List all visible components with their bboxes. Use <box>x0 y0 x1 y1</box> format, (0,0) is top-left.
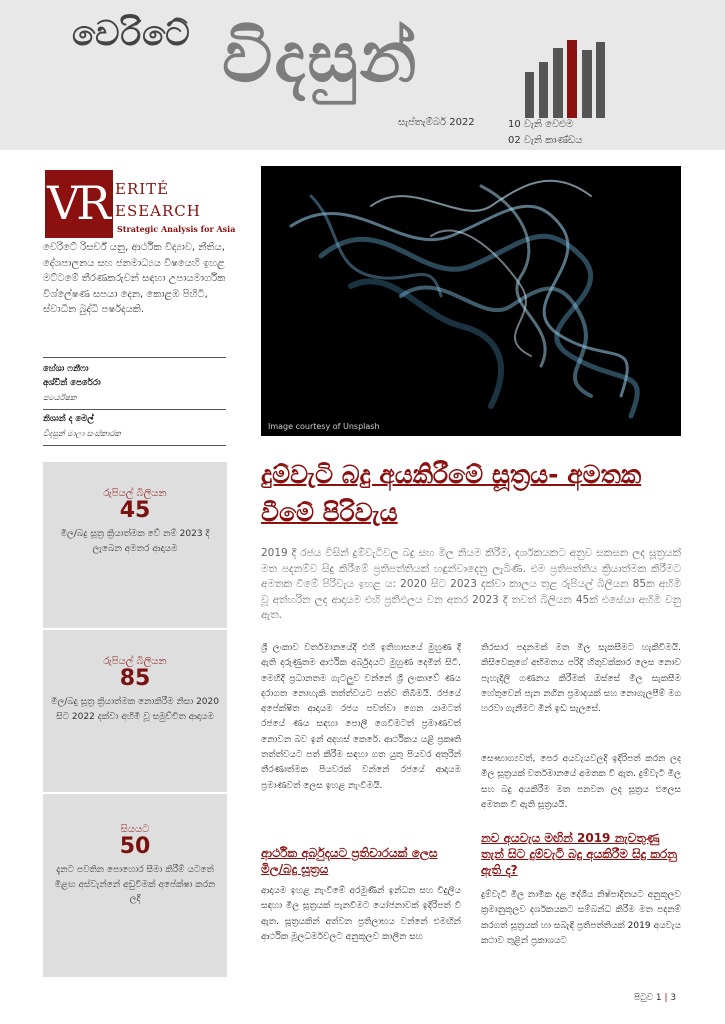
body-paragraph: සෞභාග්‍යවත්, පෙර අයවැයවලදී ඉදිරිපත් කරන ලද මිල සූත්‍රයක් වර්තමානයේ අමතක වී ඇත. දුම්වැටි මිල සහ බදු අයකිරීම මත පනවන ලද සූත්‍රය එලෙස අමතක වී ඇති සූත්‍රයයි. <box>481 754 681 810</box>
editor-name: නිශාන් ද මෙල් <box>43 414 94 424</box>
stat-box <box>43 630 227 792</box>
cover-image-smoke <box>261 166 681 436</box>
logo-line-1: ERITÉ <box>115 180 170 198</box>
stat-label: රුපියල් බිලියන <box>103 656 167 667</box>
verite-research-logo <box>45 170 240 238</box>
volume-number: 10 වැනි වෙළුම <box>508 119 574 130</box>
author-name: හේශා ෆනීෆා <box>43 364 89 374</box>
divider <box>43 357 226 358</box>
stat-description: මිල/බදු සූත්‍ර ක්‍රියාත්මක නොකිරීම නිසා 2020 සිට 2022 දක්වා අහිමි වූ සමුච්චිත ආදායම <box>51 697 219 722</box>
divider <box>43 409 226 410</box>
brand-name-large: විදසුන් <box>222 16 419 98</box>
body-paragraph: ආදායම ඉහළ නැංවීමේ අරමුණින් ඉන්ධන සහ විදුලිය සඳහා මිල සූත්‍රයක් පැනවීමට යෝජනාවක් ඉදිරිපත් වී ඇත. සූත්‍රයකින් අත්වන ප්‍රතිලාභය වන්නේ එමඟින් ආර්ථික මූලධර්මවලට අනුකූලව කාලීන සහ <box>261 886 461 942</box>
stat-description: දැනට පවතින පොහොර සීමා කිරීම් යටතේ මිළඟ අස්වැන්නේ අඩුවීමක් අපේක්ෂා කරන ලදී <box>54 865 216 905</box>
page-label: පිටුව 1 <box>634 993 662 1003</box>
editor-role: විදසුන් මාලා සංස්කාරක <box>43 429 121 438</box>
stat-label: සියයට <box>120 824 150 835</box>
section-heading: ආර්ථික අර්බුදයට ප්‍රතිචාරයක් ලෙස මිල/බදු සූත්‍රය <box>261 846 438 876</box>
author-role: පර්යේෂක <box>43 393 77 402</box>
section-heading: නව අයවැය මඟින් 2019 නැවතුණු තැන් සිට දුම්වැටි බදු අයකිරීම සිදු කරනු ඇති ද? <box>481 831 677 877</box>
body-paragraph: දුම්වැටි මිල නාමික දළ දේශීය නිෂ්පාදිතයට අනුකූලව ක්‍රමානුකූලව දර්ශකයකට සම්බන්ධ කිරීම මත පදනම් කරගත් සූත්‍රයක් හා සබැඳි ප්‍රතිපත්තියක් 2019 අයවැය කථාව තුළින් ප්‍රකාශයට <box>481 890 681 946</box>
publication-date: සැප්තැම්බර් 2022 <box>398 117 475 128</box>
stat-description: මිල/බදු සූත්‍ර ක්‍රියාත්මක වේ නම් 2023 දී ලැබෙන අමතර ආදායම <box>60 529 210 554</box>
logo-initials: VR <box>47 176 107 230</box>
issue-number: 02 වැනි කාණ්ඩය <box>508 135 583 146</box>
article-headline: දුම්වැටි බදු අයකිරීමේ සූත්‍රය- අමතක වීමේ පිරිවැය <box>261 460 642 527</box>
stat-label: රුපියල් බිලියන <box>103 488 167 499</box>
logo-line-2: ESEARCH <box>115 202 201 220</box>
volume-issue <box>508 117 582 149</box>
divider <box>43 445 226 446</box>
brand-name-small: වෙරිටේ <box>72 14 191 54</box>
bar-chart-icon <box>525 40 605 120</box>
author-name: අශ්වින් පෙරේරා <box>43 378 101 388</box>
stat-box <box>43 462 227 628</box>
article-intro: 2019 දී රජය විසින් දුම්වැටිවල බදු සහ මිල නියම කිරීම, දර්ශකයකට අනුව සකසන ලද සූත්‍රයක් මත පදනම්ව සිදු කිරීමේ ප්‍රතිපත්තියක් හඳුන්වාදෙනු ලැබිණි. එම ප්‍රතිපත්තිය ක්‍රියාත්මක කිරීමට අමතක වීමේ පිරිවැය ඉහළ ය: 2020 සිට 2023 දක්වා කාලය තුළ රුපියල් බිලියන 85ක අහිමි වූ අත්හරින ලද ආදායම එහි ප්‍රතිඵලය වන අතර 2023 දී තවත් බිලියන 45ක් එසේයා අහිමි වනු ඇත. <box>261 547 681 621</box>
stat-box <box>43 794 227 977</box>
stat-value: 45 <box>119 498 151 523</box>
image-credit: Image courtesy of Unsplash <box>268 422 380 431</box>
organization-description: වෙරිටේ රිසර්ච් යනු, ආර්ථික විද්‍යාව, නීතිය, දේශපාලනය සහ ජනමාධ්‍යය විෂයෙහි ඉහළ මට්ටමේ තීරණකරුවන් සඳහා උපායමාර්ගික විශ්ලේෂණ සපයා දෙන, කොළඹ පිහිටි, ස්වාධීන බුද්ධි පර්ෂදයකි. <box>43 242 226 315</box>
logo-subtitle: Strategic Analysis for Asia <box>117 224 236 234</box>
page-number <box>634 993 676 1003</box>
body-paragraph: තිරසාර පදනමක් මත මිල සැකසීමට හැකිවීමයි. කිසිවෙකුගේ අභිමතය පරිදි හිතුවක්කාර ලෙස නොව පැහැදිලි ගණනය කිරීමක් ඔස්සේ මිල සැකසීම හේතුවෙන් පැන නගින ප්‍රමාදයක් සහ නොගැලපීම් මග හරවා ගැනීමට මින් ඉඩ සැලසේ. <box>481 643 681 715</box>
stat-value: 50 <box>119 834 151 859</box>
stat-value: 85 <box>119 666 151 691</box>
page-separator: | <box>664 993 668 1003</box>
body-paragraph: ශ්‍රී ලංකාව වර්තමානයේදී එහි ඉතිහාසයේ මුහුණ දී ඇති දරුණුතම ආර්ථික අර්බුදයට මුහුණ දෙමින් සිටී. මෙහිදී ප්‍රධානතම ගැටලුව වන්නේ ශ්‍රී ලංකාවේ ණය දරාගත නොහැකි තත්ත්වයට පත්ව තිබීමයි. රජයේ අපේක්ෂිත ආදායම රජය පවත්වා ගෙන යාමටත් රජයේ ණය සඳහා පොලී ගෙවීමටත් ප්‍රමාණවත් නොවන බව ඉන් අදහස් කෙරේ. ආර්ථිකය යළි ප්‍රකෘති තත්ත්වයට පත් කිරීම සඳහා ගත යුතු පියවර අතුරින් තීරණාත්මක පියවරක් වන්නේ රජයේ ආදායම ප්‍රමාණවත් ලෙස ඉහළ නැංවීමයි. <box>261 643 461 791</box>
page-total: 3 <box>670 993 677 1003</box>
